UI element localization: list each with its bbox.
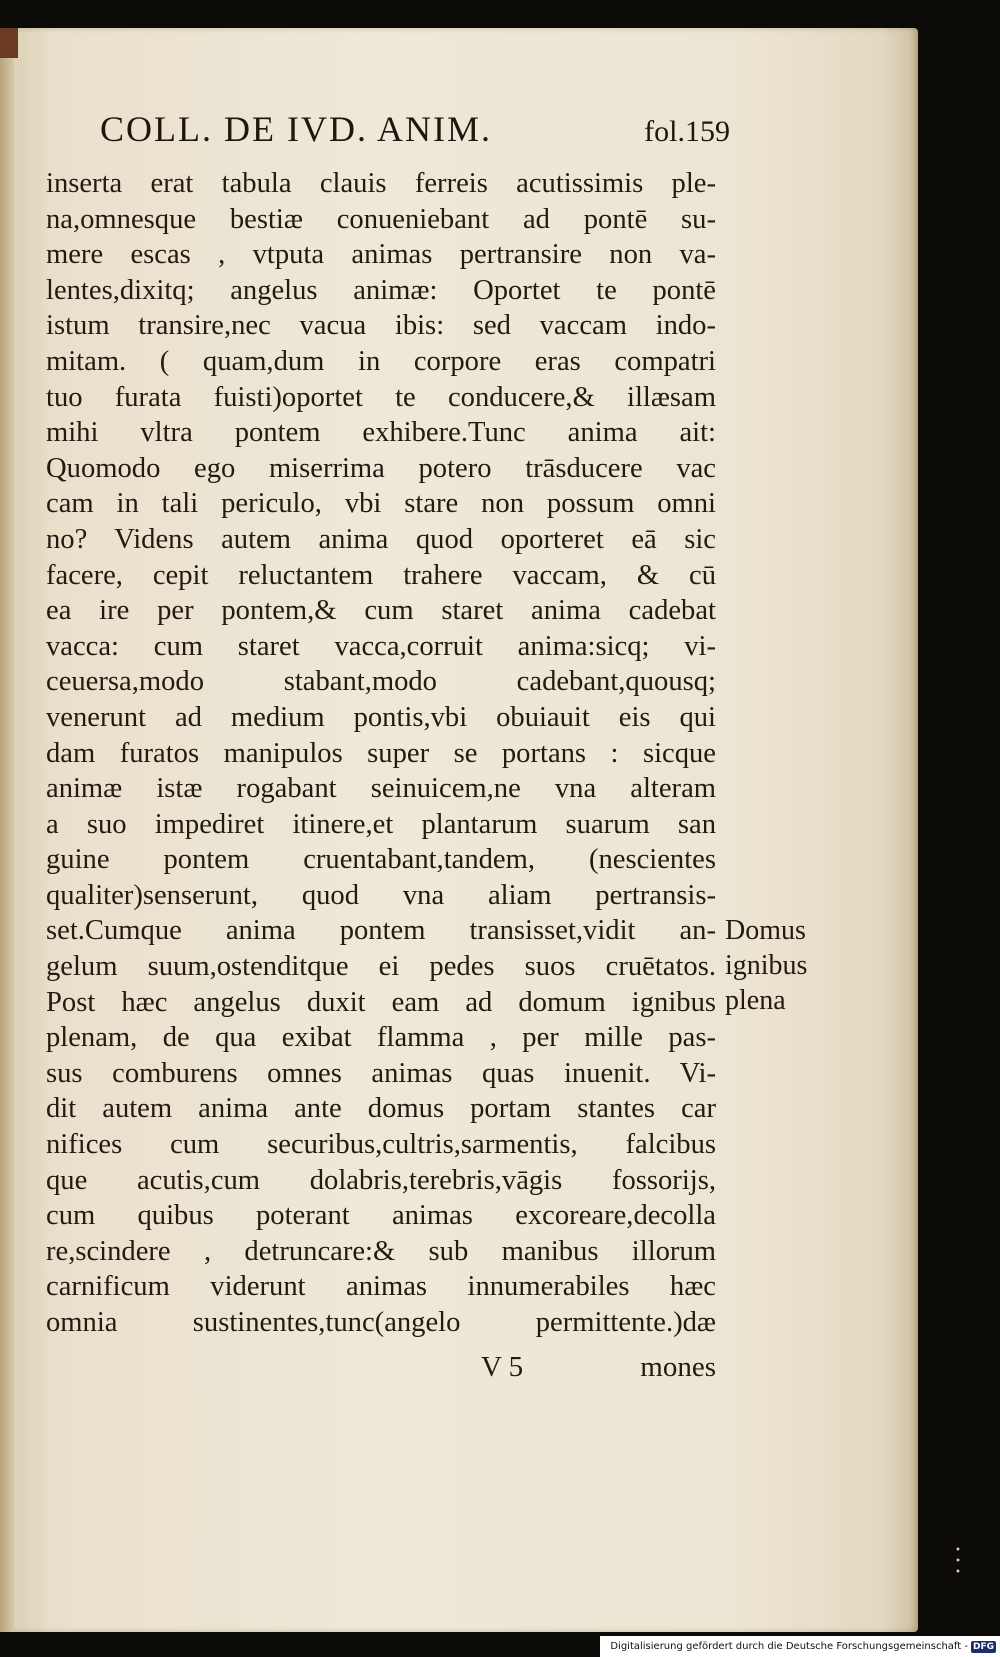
text-line: mere escas , vtputa animas pertransire non va- — [46, 239, 716, 271]
text-line: ceuersa,modo stabant,modo cadebant,quousq; — [46, 666, 716, 698]
text-line: sus comburens omnes animas quas inuenit. Vi- — [46, 1057, 716, 1089]
marginal-note-line: plena — [725, 985, 786, 1016]
edge-dots: • • • — [955, 1545, 975, 1578]
text-line: cum quibus poterant animas excoreare,decolla — [46, 1200, 716, 1232]
dfg-logo: DFG — [972, 1641, 994, 1652]
text-line: omnia sustinentes,tunc(angelo permittente.)dæ — [46, 1307, 716, 1338]
text-line: cam in tali periculo, vbi stare non possum omni — [46, 488, 716, 520]
text-line: nifices cum securibus,cultris,sarmentis, falcibus — [46, 1129, 716, 1161]
text-line: tuo furata fuisti)oportet te conducere,& illæsam — [46, 381, 716, 413]
folio-number: fol.159 — [644, 115, 730, 148]
text-line: gelum suum,ostenditque ei pedes suos cruētatos. — [46, 951, 716, 983]
text-line: re,scindere , detruncare:& sub manibus illorum — [46, 1235, 716, 1267]
text-line: guine pontem cruentabant,tandem, (nescientes — [46, 844, 716, 876]
text-line: set.Cumque anima pontem transisset,vidit an- — [46, 915, 716, 947]
marginal-note-line: Domus — [725, 915, 806, 946]
text-line: que acutis,cum dolabris,terebris,vāgis fossorijs, — [46, 1164, 716, 1196]
text-line: qualiter)senserunt, quod vna aliam pertransis- — [46, 879, 716, 911]
text-line: istum transire,nec vacua ibis: sed vaccam indo- — [46, 310, 716, 342]
text-line: plenam, de qua exibat flamma , per mille pas- — [46, 1022, 716, 1054]
text-line: a suo impediret itinere,et plantarum suarum san — [46, 808, 716, 840]
marginal-note — [725, 913, 845, 1018]
text-line: dam furatos manipulos super se portans : sicque — [46, 737, 716, 769]
text-line: animæ istæ rogabant seinuicem,ne vna alteram — [46, 773, 716, 805]
catchline — [46, 1351, 716, 1391]
footer-credit: Digitalisierung gefördert durch die Deutsche Forschungsgemeinschaft - — [610, 1641, 968, 1652]
text-line: carnificum viderunt animas innumerabiles hæc — [46, 1271, 716, 1303]
signature-mark: V 5 — [481, 1351, 524, 1383]
text-line: na,omnesque bestiæ conueniebant ad pontē su- — [46, 203, 716, 235]
binding-spine — [0, 28, 18, 58]
text-line: venerunt ad medium pontis,vbi obuiauit eis qui — [46, 701, 716, 733]
body-text — [46, 166, 736, 1341]
text-line: ea ire per pontem,& cum staret anima cadebat — [46, 595, 716, 627]
text-line: facere, cepit reluctantem trahere vaccam, & cū — [46, 559, 716, 591]
text-line: Quomodo ego miserrima potero trāsducere vac — [46, 452, 716, 484]
text-line: inserta erat tabula clauis ferreis acutissimis ple- — [46, 168, 716, 199]
text-line: lentes,dixitq; angelus animæ: Oportet te pontē — [46, 274, 716, 306]
text-line: mihi vltra pontem exhibere.Tunc anima ait: — [46, 417, 716, 449]
text-line: dit autem anima ante domus portam stantes car — [46, 1093, 716, 1125]
marginal-note-line: ignibus — [725, 950, 808, 981]
catchword: mones — [640, 1351, 716, 1383]
running-head-title: COLL. DE IVD. ANIM. — [100, 109, 492, 149]
text-line: no? Videns autem anima quod oporteret eā sic — [46, 523, 716, 555]
text-line: vacca: cum staret vacca,corruit anima:sicq; vi- — [46, 630, 716, 662]
book-page — [0, 28, 918, 1632]
page-gutter — [0, 28, 14, 1632]
text-line: mitam. ( quam,dum in corpore eras compatri — [46, 345, 716, 377]
digitization-footer — [600, 1636, 1000, 1657]
running-head — [100, 108, 730, 150]
text-line: Post hæc angelus duxit eam ad domum ignibus — [46, 986, 716, 1018]
